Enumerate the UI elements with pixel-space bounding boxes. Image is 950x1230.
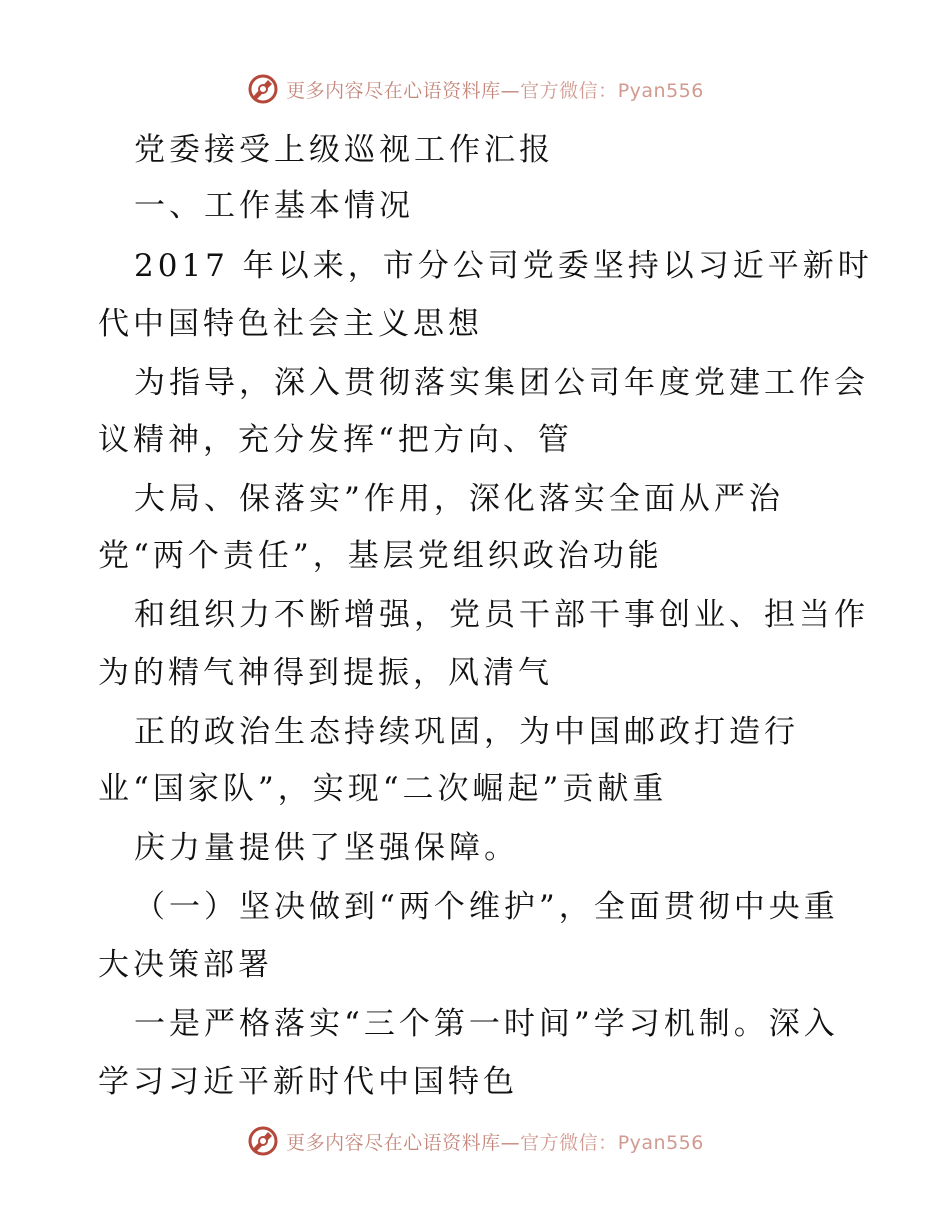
paragraph-line: 庆力量提供了坚强保障。 [134,830,519,866]
watermark-text: 更多内容尽在心语资料库 [286,1131,501,1154]
paragraph-line: 大决策部署 [98,947,273,983]
paragraph-line: 业“国家队”，实现“二次崛起”贡献重 [98,771,668,807]
paragraph-line: 代中国特色社会主义思想 [98,306,483,342]
watermark-dash: — [500,79,521,102]
paragraph-line: 大局、保落实”作用，深化落实全面从严治 [134,481,784,517]
paragraph-line: 正的政治生态持续巩固，为中国邮政打造行 [134,714,799,750]
paragraph-line: 一是严格落实“三个第一时间”学习机制。深入 [134,1006,839,1042]
paragraph-line: 议精神，充分发挥“把方向、管 [98,422,573,458]
footer-watermark [0,1124,950,1158]
logo-icon [246,1124,280,1158]
paragraph-line: 2017 年以来，市分公司党委坚持以习近平新时 [134,248,873,284]
section-heading: 一、工作基本情况 [134,188,414,224]
paragraph-line: 为的精气神得到提振，风清气 [98,655,553,691]
paragraph-line: 为指导，深入贯彻落实集团公司年度党建工作会 [134,365,869,401]
watermark-wechat-label: 官方微信： [520,1131,618,1154]
document-title: 党委接受上级巡视工作汇报 [134,132,554,168]
paragraph-line: 党“两个责任”，基层党组织政治功能 [98,538,663,574]
logo-icon [246,72,280,106]
watermark-dash: — [500,1131,521,1154]
watermark-wechat-id: Pyan556 [617,79,704,102]
watermark-wechat-id: Pyan556 [617,1131,704,1154]
watermark-wechat-label: 官方微信： [520,79,618,102]
paragraph-line: 学习习近平新时代中国特色 [98,1064,518,1100]
watermark-text: 更多内容尽在心语资料库 [286,79,501,102]
subsection-heading: （一）坚决做到“两个维护”，全面贯彻中央重 [134,889,839,925]
header-watermark [0,72,950,106]
paragraph-line: 和组织力不断增强，党员干部干事创业、担当作 [134,597,869,633]
